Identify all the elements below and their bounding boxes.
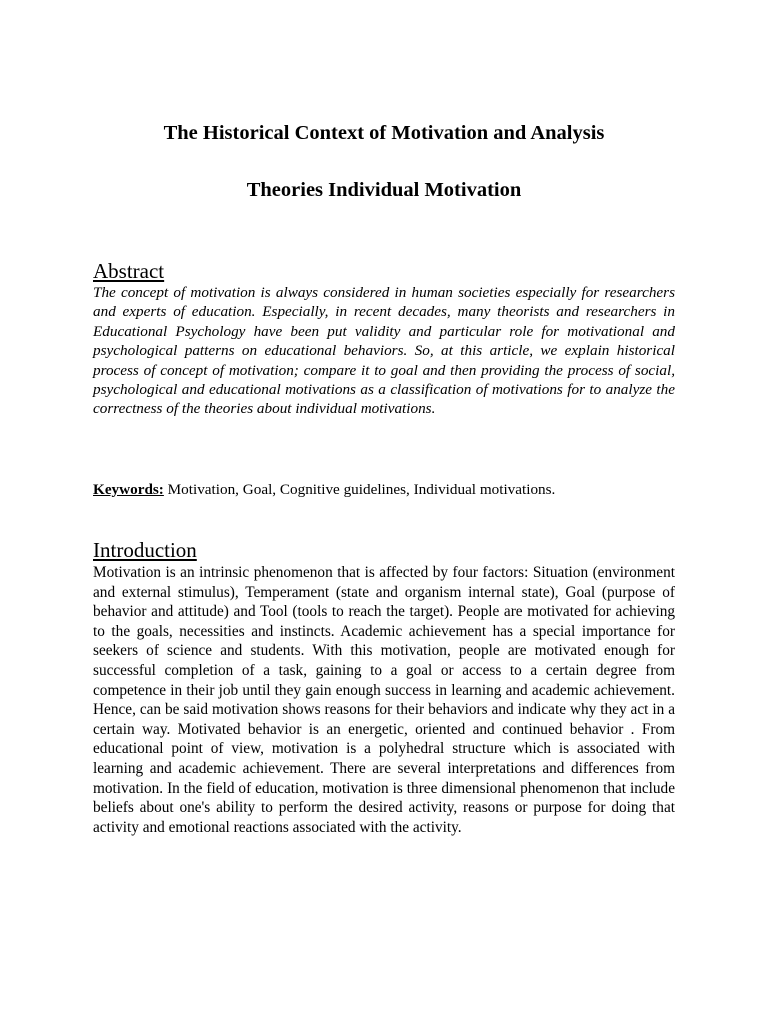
abstract-heading: Abstract — [93, 259, 165, 283]
document-title-line-1: The Historical Context of Motivation and Analysis — [163, 122, 605, 144]
abstract-body: The concept of motivation is always considered in human societies especially for researchers and experts of education. Especially, in recent decades, many theorists and researchers in Educational Psychology have been put validity and particular role for motivational and psychological patterns on educational behaviors. So, at this article, we explain historical process of concept of motivation; compare it to goal and then providing the process of social, psychological and educational motivations as a classification of motivations for to analyze the correctness of the theories about individual motivations. — [93, 284, 675, 418]
keywords-line — [93, 480, 675, 500]
introduction-heading: Introduction — [93, 538, 197, 562]
keywords-label: Keywords: — [93, 481, 164, 498]
document-title-line-2: Theories Individual Motivation — [246, 179, 522, 201]
introduction-body: Motivation is an intrinsic phenomenon that is affected by four factors: Situation (environment and external stimulus), Temperament (state and organism internal state), Goal (purpose of behavior and attitude) and Tool (tools to reach the target). People are motivated for achieving to the goals, necessities and instincts. Academic achievement has a special importance for seekers of science and students. With this motivation, people are motivated enough for successful completion of a task, gaining to a goal or access to a certain degree from competence in their job until they gain enough success in learning and academic achievement. Hence, can be said motivation shows reasons for their behaviors and indicate why they act in a certain way. Motivated behavior is an energetic, oriented and continued behavior . From educational point of view, motivation is a polyhedral structure which is associated with learning and academic achievement. There are several interpretations and differences from motivation. In the field of education, motivation is three dimensional phenomenon that include beliefs about one's ability to perform the desired activity, reasons or purpose for doing that activity and emotional reactions associated with the activity. — [93, 564, 675, 836]
keywords-values: Motivation, Goal, Cognitive guidelines, Individual motivations. — [167, 481, 556, 498]
